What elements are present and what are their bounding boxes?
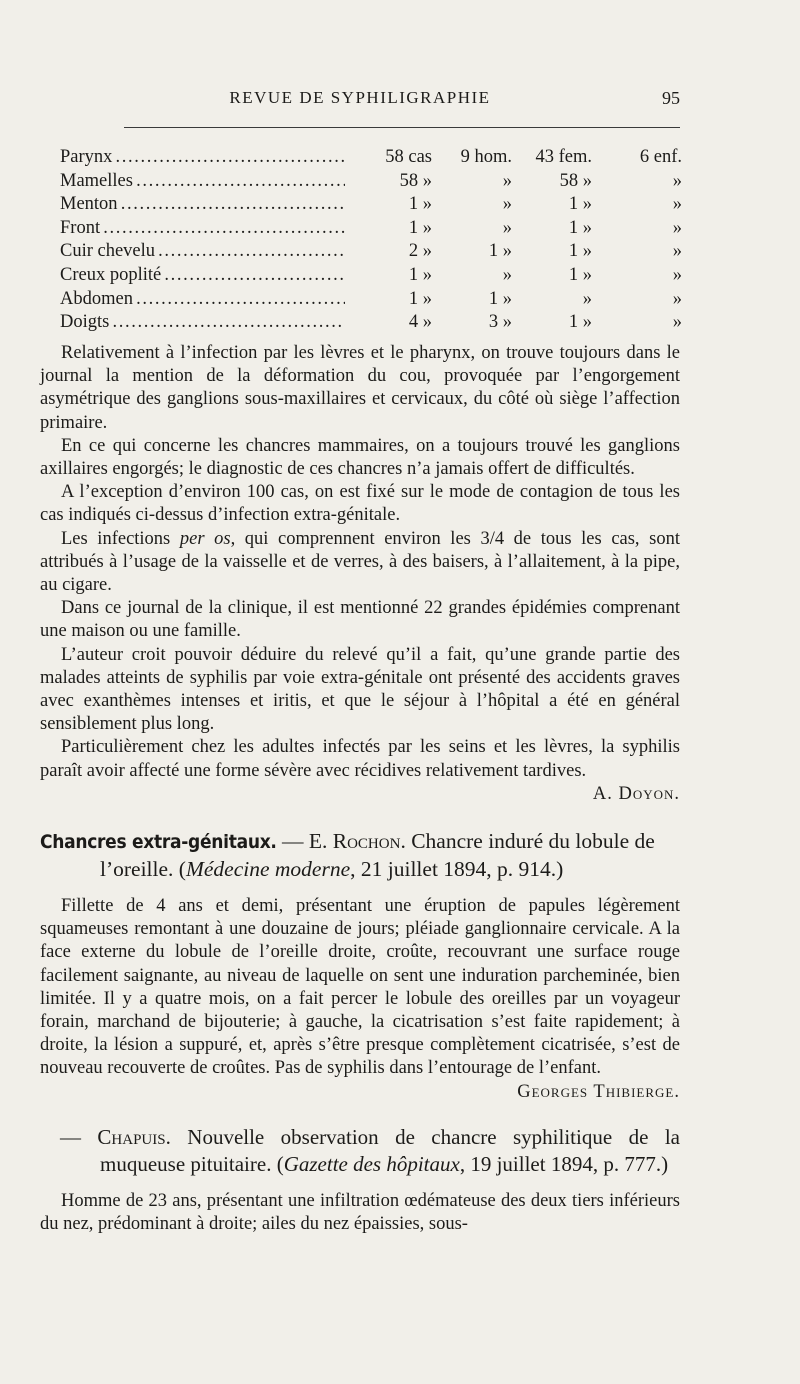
men-cell: » bbox=[502, 264, 512, 285]
table-row bbox=[60, 311, 682, 335]
title-text: . Nouvelle observation de chancre syphilitique de la muqueuse pituitaire. ( bbox=[100, 1124, 680, 1176]
women-cell: 1 » bbox=[568, 217, 592, 238]
cases-cell: 1 » bbox=[408, 264, 432, 285]
children-cell: » bbox=[672, 288, 682, 309]
table-row bbox=[60, 264, 682, 288]
paragraph bbox=[40, 528, 680, 598]
section-heading: Chancres extra-génitaux. bbox=[40, 831, 277, 854]
site-cell: Front . . . bbox=[60, 217, 345, 241]
cases-cell: 1 » bbox=[408, 194, 432, 215]
citation-text: , 21 juillet 1894, p. 914.) bbox=[350, 857, 564, 882]
men-cell: » bbox=[502, 194, 512, 215]
site-cell: Creux poplité . . . bbox=[60, 264, 345, 288]
site-cell: Menton . . . bbox=[60, 193, 345, 217]
author-signature: A. Doyon. bbox=[592, 783, 680, 804]
title-text: . Chancre induré du lobule de l’oreille. ( bbox=[100, 829, 655, 882]
title-text: — E. bbox=[276, 829, 333, 854]
cases-cell: 58 cas bbox=[385, 147, 432, 167]
author-name: Chapuis bbox=[97, 1124, 166, 1149]
cases-cell: 58 » bbox=[399, 170, 432, 191]
article-body bbox=[40, 342, 680, 1236]
paragraph-text: Les infections bbox=[61, 528, 180, 549]
table-row bbox=[60, 170, 682, 194]
title-text: — bbox=[60, 1124, 98, 1149]
women-cell: 58 » bbox=[559, 170, 592, 191]
site-cell: Mamelles . . . bbox=[60, 170, 345, 194]
journal-name: Médecine moderne bbox=[185, 857, 351, 882]
paragraph: En ce qui concerne les chancres mammaires, on a toujours trouvé les ganglions axillaires engorgés; le diagnostic de ces chancres n’a jamais offert de difficultés. bbox=[40, 435, 680, 480]
site-cell: Cuir chevelu . . . bbox=[60, 240, 345, 264]
paragraph: Dans ce journal de la clinique, il est mentionné 22 grandes épidémies comprenant une maison ou une famille. bbox=[40, 598, 680, 642]
men-cell: 9 hom. bbox=[460, 147, 512, 167]
women-cell: 1 » bbox=[568, 312, 592, 333]
paragraph: A l’exception d’environ 100 cas, on est fixé sur le mode de contagion de tous les cas indiqués ci-dessus d’infection extra-génitale. bbox=[40, 482, 680, 526]
table-row bbox=[60, 288, 682, 312]
page-number: 95 bbox=[662, 88, 680, 108]
cases-cell: 2 » bbox=[408, 241, 432, 262]
cases-cell: 4 » bbox=[408, 312, 432, 333]
header-rule bbox=[124, 127, 680, 128]
table-row bbox=[60, 217, 682, 241]
children-cell: » bbox=[672, 194, 682, 215]
cases-cell: 1 » bbox=[408, 217, 432, 238]
women-cell: » bbox=[582, 288, 592, 309]
table-row bbox=[60, 240, 682, 264]
paragraph: Relativement à l’infection par les lèvres et le pharynx, on trouve toujours dans le journal la mention de la déformation du cou, provoquée par l’engorgement asymétrique des ganglions sous-maxillaires et cervicaux, du côté où siège l’affection primaire. bbox=[40, 343, 680, 433]
women-cell: 1 » bbox=[568, 264, 592, 285]
children-cell: 6 enf. bbox=[639, 147, 682, 167]
paragraph: L’auteur croit pouvoir déduire du relevé qu’il a fait, qu’une grande partie des malades atteints de syphilis par voie extra-génitale ont présenté des accidents graves avec exanthèmes intenses et iritis, et que le séjour à l’hôpital a été en général sensiblement plus long. bbox=[40, 644, 680, 735]
site-cell: Parynx . . . bbox=[60, 146, 345, 170]
running-title: REVUE DE SYPHILIGRAPHIE bbox=[229, 88, 491, 107]
men-cell: 3 » bbox=[488, 312, 512, 333]
children-cell: » bbox=[672, 170, 682, 191]
author-name: Rochon bbox=[332, 829, 401, 854]
latin-term: per os bbox=[179, 528, 231, 549]
children-cell: » bbox=[672, 241, 682, 262]
table-row bbox=[60, 146, 682, 170]
paragraph-text: Particulièrement chez les adultes infectés par les seins et les lèvres, la syphilis paraît avoir affecté une forme sévère avec récidives relativement tardives. bbox=[40, 737, 680, 781]
paragraph-text: Fillette de 4 ans et demi, présentant une éruption de papules légèrement squameuses remontant à une douzaine de jours; pléiade ganglionnaire cervicale. A la face externe du lobule de l’oreille droite, croûte, recouvrant une surface rouge facilement saignante, au niveau de laquelle on sent une induration parcheminée, bien limitée. Il y a quatre mois, on a fait percer le lobule des oreilles par un voyageur forain, marchand de bijouterie; à gauche, la cicatrisation s’est faite rapidement; à droite, la lésion a suppuré, et, après s’être presque complètement cicatrisée, s’est de nouveau recouverte de croûtes. Pas de syphilis dans l’entourage de l’enfant. bbox=[40, 896, 680, 1079]
table-row bbox=[60, 193, 682, 217]
men-cell: 1 » bbox=[488, 288, 512, 309]
women-cell: 43 fem. bbox=[535, 147, 592, 167]
site-cell: Abdomen . . . bbox=[60, 288, 345, 312]
men-cell: » bbox=[502, 170, 512, 191]
entry-title bbox=[40, 828, 680, 883]
children-cell: » bbox=[672, 312, 682, 333]
page-header bbox=[40, 88, 680, 114]
entry-title bbox=[40, 1124, 680, 1178]
site-cell: Doigts . . . bbox=[60, 311, 345, 335]
paragraph-text: , qui comprennent environ les 3/4 de tous les cas, sont attribués à l’usage de la vaisselle et de verres, à des baisers, à l’allaitement, à la pipe, au cigare. bbox=[40, 528, 680, 596]
journal-name: Gazette des hôpitaux bbox=[283, 1151, 460, 1176]
women-cell: 1 » bbox=[568, 194, 592, 215]
paragraph bbox=[40, 736, 680, 806]
children-cell: » bbox=[672, 264, 682, 285]
men-cell: 1 » bbox=[488, 241, 512, 262]
author-signature: Georges Thibierge. bbox=[517, 1081, 680, 1102]
children-cell: » bbox=[672, 217, 682, 238]
paragraph bbox=[40, 895, 680, 1104]
cases-cell: 1 » bbox=[408, 288, 432, 309]
women-cell: 1 » bbox=[568, 241, 592, 262]
paragraph: Homme de 23 ans, présentant une infiltration œdémateuse des deux tiers inférieurs du nez, prédominant à droite; ailes du nez épaissies, sous- bbox=[40, 1190, 680, 1235]
stats-table bbox=[60, 146, 682, 335]
citation-text: , 19 juillet 1894, p. 777.) bbox=[459, 1151, 669, 1176]
men-cell: » bbox=[502, 217, 512, 238]
